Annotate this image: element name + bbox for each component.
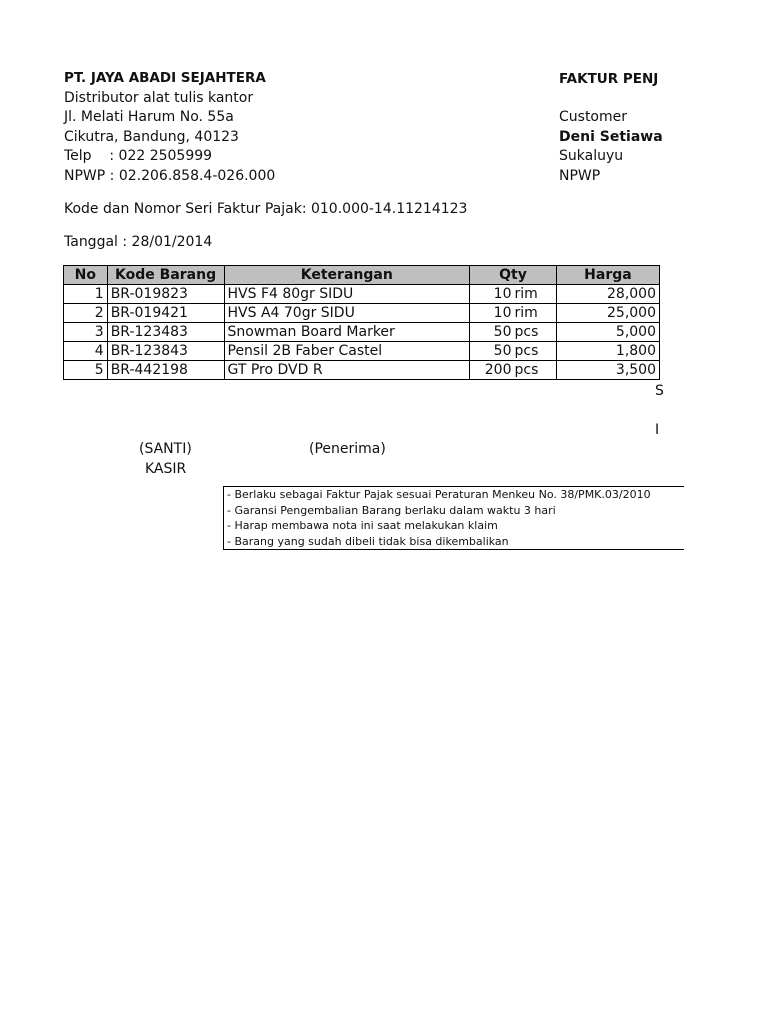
- table-header-row: [64, 266, 660, 285]
- tax-serial-number: Kode dan Nomor Seri Faktur Pajak: 010.000-14.11214123: [64, 201, 468, 217]
- company-address-line-1: Jl. Melati Harum No. 55a: [64, 109, 234, 125]
- note-line: - Berlaku sebagai Faktur Pajak sesuai Peraturan Menkeu No. 38/PMK.03/2010: [227, 488, 651, 501]
- qty-value: 200: [484, 362, 512, 378]
- cell-price: 5,000: [556, 323, 659, 342]
- table-row: [64, 304, 660, 323]
- customer-city: Sukaluyu: [559, 148, 624, 164]
- cell-qty: [470, 285, 557, 304]
- qty-unit: pcs: [514, 362, 539, 378]
- table-row: [64, 361, 660, 380]
- cell-item-code: BR-442198: [107, 361, 224, 380]
- cell-price: 1,800: [556, 342, 659, 361]
- cell-qty: [470, 323, 557, 342]
- qty-value: 10: [493, 286, 512, 302]
- items-table: [63, 265, 660, 380]
- header-item-code: Kode Barang: [107, 266, 224, 285]
- qty-value: 50: [493, 343, 512, 359]
- terms-notes-box: [223, 486, 684, 550]
- note-line: - Garansi Pengembalian Barang berlaku dalam waktu 3 hari: [227, 503, 556, 517]
- table-row: [64, 342, 660, 361]
- cell-item-code: BR-123483: [107, 323, 224, 342]
- invoice-title: FAKTUR PENJ: [559, 71, 659, 87]
- company-phone: Telp : 022 2505999: [64, 148, 213, 164]
- header-price: Harga: [556, 266, 659, 285]
- company-name: PT. JAYA ABADI SEJAHTERA: [64, 70, 266, 86]
- customer-npwp-label: NPWP: [559, 168, 601, 184]
- cell-item-code: BR-019421: [107, 304, 224, 323]
- cell-item-code: BR-019823: [107, 285, 224, 304]
- customer-name: Deni Setiawa: [559, 129, 663, 145]
- cell-price: 28,000: [556, 285, 659, 304]
- cell-qty: [470, 361, 557, 380]
- cell-no: 4: [64, 342, 108, 361]
- cashier-role: KASIR: [145, 461, 187, 477]
- cell-description: GT Pro DVD R: [224, 361, 470, 380]
- qty-unit: rim: [514, 286, 538, 302]
- cell-description: Pensil 2B Faber Castel: [224, 342, 470, 361]
- qty-value: 10: [493, 305, 512, 321]
- qty-value: 50: [493, 324, 512, 340]
- receiver-signature: (Penerima): [309, 441, 386, 457]
- customer-label: Customer: [559, 109, 628, 125]
- qty-unit: rim: [514, 305, 538, 321]
- cell-no: 1: [64, 285, 108, 304]
- cell-description: HVS A4 70gr SIDU: [224, 304, 470, 323]
- cell-qty: [470, 304, 557, 323]
- header-no: No: [64, 266, 108, 285]
- company-tagline: Distributor alat tulis kantor: [64, 90, 254, 106]
- cell-description: HVS F4 80gr SIDU: [224, 285, 470, 304]
- cell-price: 25,000: [556, 304, 659, 323]
- table-row: [64, 285, 660, 304]
- cell-no: 3: [64, 323, 108, 342]
- cashier-signature-name: (SANTI): [139, 441, 192, 457]
- invoice-date: Tanggal : 28/01/2014: [64, 234, 213, 250]
- cut-off-label-total: I: [655, 422, 660, 438]
- note-line: - Barang yang sudah dibeli tidak bisa dikembalikan: [227, 534, 509, 548]
- cell-item-code: BR-123843: [107, 342, 224, 361]
- cell-price: 3,500: [556, 361, 659, 380]
- note-line: - Harap membawa nota ini saat melakukan klaim: [227, 519, 498, 532]
- table-row: [64, 323, 660, 342]
- header-qty: Qty: [470, 266, 557, 285]
- header-description: Keterangan: [224, 266, 470, 285]
- company-npwp: NPWP : 02.206.858.4-026.000: [64, 168, 276, 184]
- cell-description: Snowman Board Marker: [224, 323, 470, 342]
- cell-no: 2: [64, 304, 108, 323]
- cut-off-label-subtotal: S: [655, 383, 664, 399]
- qty-unit: pcs: [514, 343, 539, 359]
- company-address-line-2: Cikutra, Bandung, 40123: [64, 129, 239, 145]
- cell-no: 5: [64, 361, 108, 380]
- qty-unit: pcs: [514, 324, 539, 340]
- cell-qty: [470, 342, 557, 361]
